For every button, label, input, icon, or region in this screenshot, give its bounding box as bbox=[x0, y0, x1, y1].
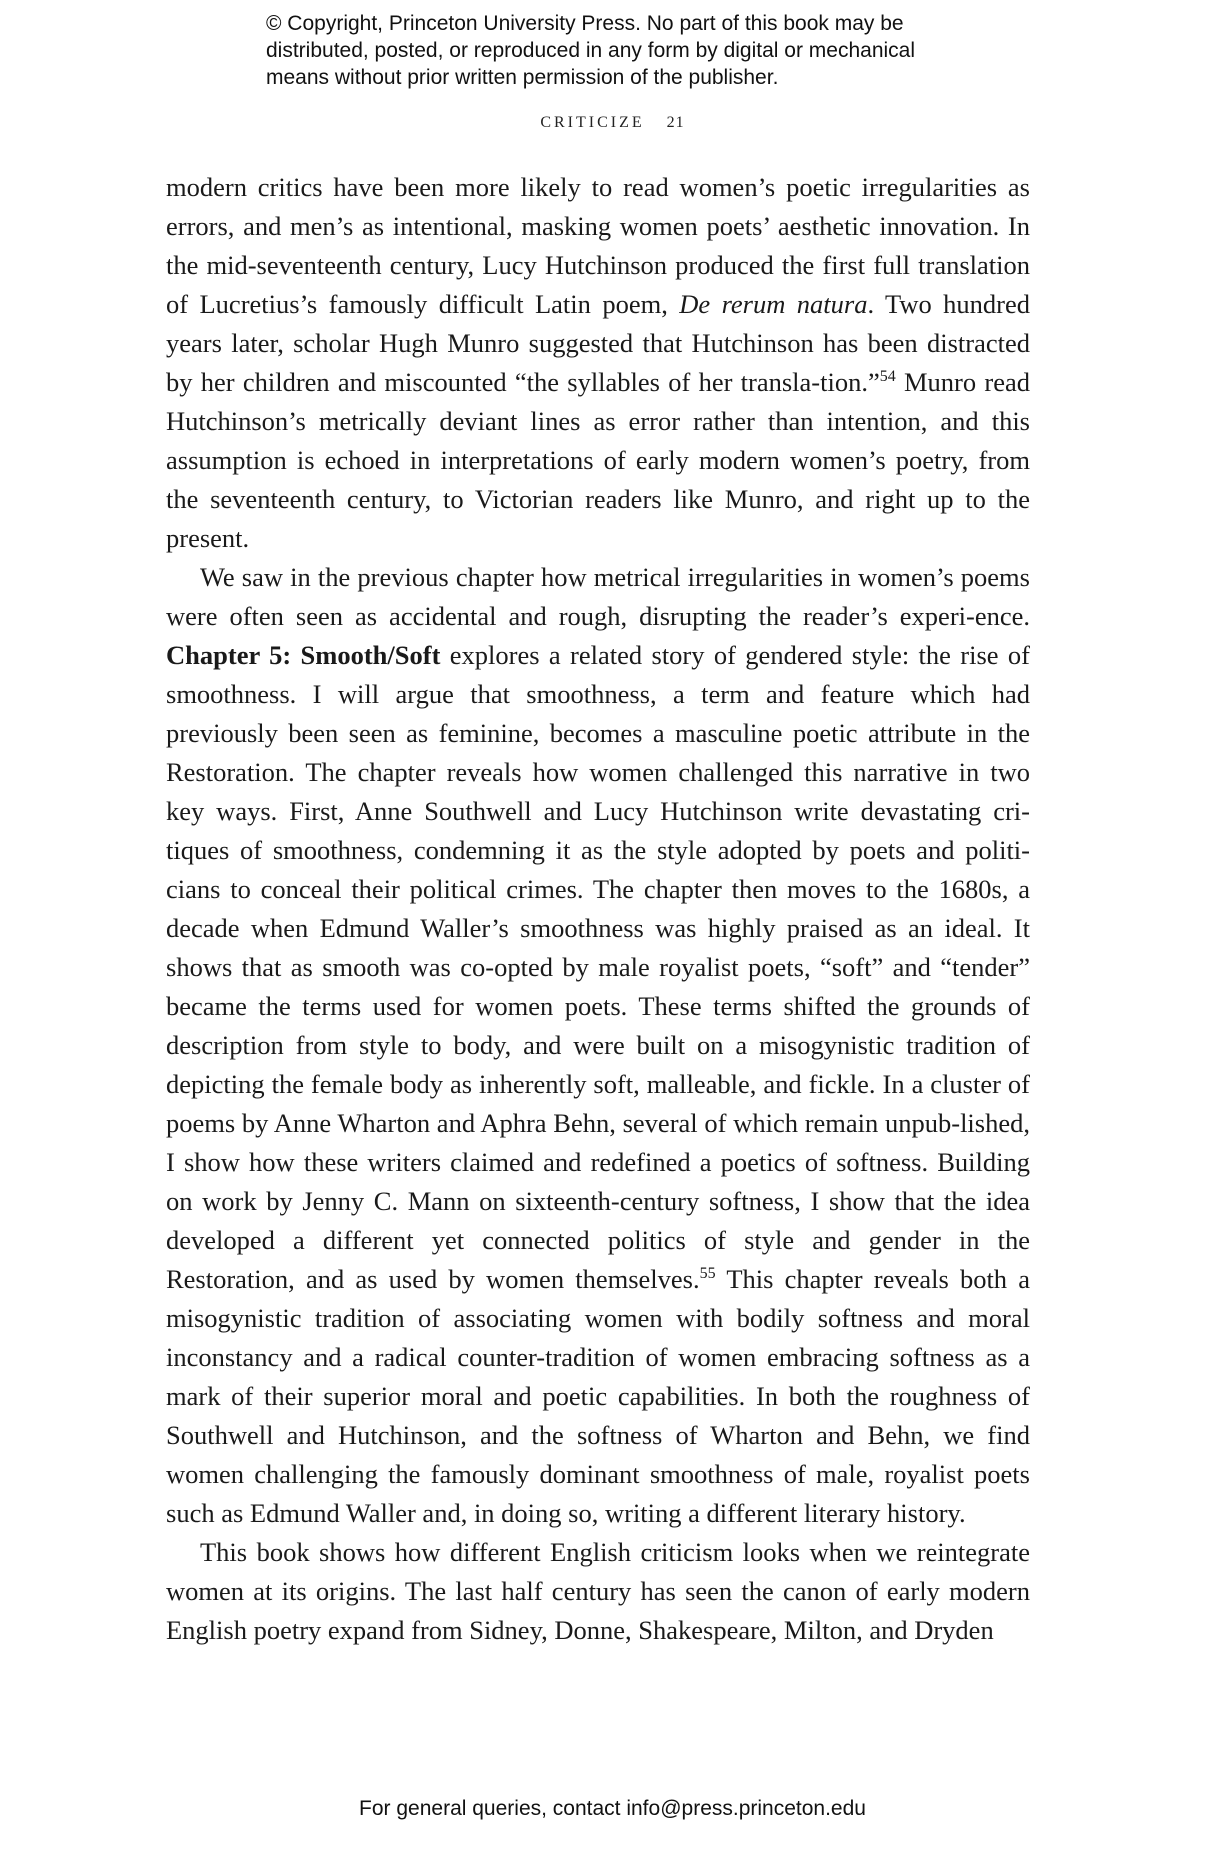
running-head-title: CRITICIZE bbox=[540, 114, 645, 131]
text-run: modern critics have been more likely to read women’s poetic irregularities as errors, and men’s as intentional, masking women poets’ aesthetic innovation. In the mid-seventeenth century, Lucy Hutchinson produced the first full translation of Lucretius’s famously difficult Latin poem, bbox=[166, 172, 1030, 319]
italic-title: De rerum natura bbox=[679, 289, 868, 319]
text-run: We saw in the previous chapter how metrical irregularities in women’s poems were often seen as accidental and rough, disrupting the reader’s experi-ence. bbox=[166, 562, 1030, 631]
footnote-ref[interactable]: 54 bbox=[879, 368, 896, 385]
text-run: This book shows how different English criticism looks when we reintegrate women at its origins. The last half century has seen the canon of early modern English poetry expand from Sidney, Donne, Shakespeare, Milton, and Dryden bbox=[166, 1537, 1030, 1645]
copyright-line: © Copyright, Princeton University Press. No part of this book may be bbox=[266, 12, 904, 35]
text-run: . Two hundred years later, scholar Hugh Munro suggested that Hutchinson has been distracted by her children and miscounted “the syllables of her transla-tion.” bbox=[166, 289, 1030, 397]
footer-contact: For general queries, contact info@press.princeton.edu bbox=[359, 1797, 866, 1820]
footnote-ref[interactable]: 55 bbox=[699, 1265, 716, 1282]
paragraph bbox=[166, 558, 1030, 1533]
chapter-reference: Chapter 5: Smooth/Soft bbox=[166, 640, 441, 670]
body-text bbox=[166, 168, 1030, 1650]
copyright-line: distributed, posted, or reproduced in any form by digital or mechanical bbox=[266, 39, 916, 62]
text-run: This chapter reveals both a misogynistic tradition of associating women with bodily softness and moral inconstancy and a radical counter-tradition of women embracing softness as a mark of their superior moral and poetic capabilities. In both the roughness of Southwell and Hutchinson, and the softness of Wharton and Behn, we find women challenging the famously dominant smoothness of male, royalist poets such as Edmund Waller and, in doing so, writing a different literary history. bbox=[166, 1264, 1030, 1528]
page-number: 21 bbox=[666, 114, 685, 131]
copyright-notice bbox=[266, 10, 1026, 91]
copyright-line: means without prior written permission of the publisher. bbox=[266, 66, 779, 89]
paragraph bbox=[166, 1533, 1030, 1650]
text-run: Munro read Hutchinson’s metrically deviant lines as error rather than intention, and this assumption is echoed in interpretations of early modern women’s poetry, from the seventeenth century, to Victorian readers like Munro, and right up to the present. bbox=[166, 367, 1030, 553]
text-run: explores a related story of gendered style: the rise of smoothness. I will argue that smoothness, a term and feature which had previously been seen as feminine, becomes a masculine poetic attribute in the Restoration. The chapter reveals how women challenged this narrative in two key ways. First, Anne Southwell and Lucy Hutchinson write devastating cri-tiques of smoothness, condemning it as the style adopted by poets and politi-cians to conceal their political crimes. The chapter then moves to the 1680s, a decade when Edmund Waller’s smoothness was highly praised as an ideal. It shows that as smooth was co-opted by male royalist poets, “soft” and “tender” became the terms used for women poets. These terms shifted the grounds of description from style to body, and were built on a misogynistic tradition of depicting the female body as inherently soft, malleable, and fickle. In a cluster of poems by Anne Wharton and Aphra Behn, several of which remain unpub-lished, I show how these writers claimed and redefined a poetics of softness. Building on work by Jenny C. Mann on sixteenth-century softness, I show that the idea developed a different yet connected politics of style and gender in the Restoration, and as used by women themselves. bbox=[166, 640, 1030, 1294]
paragraph bbox=[166, 168, 1030, 558]
running-head bbox=[0, 114, 1225, 132]
